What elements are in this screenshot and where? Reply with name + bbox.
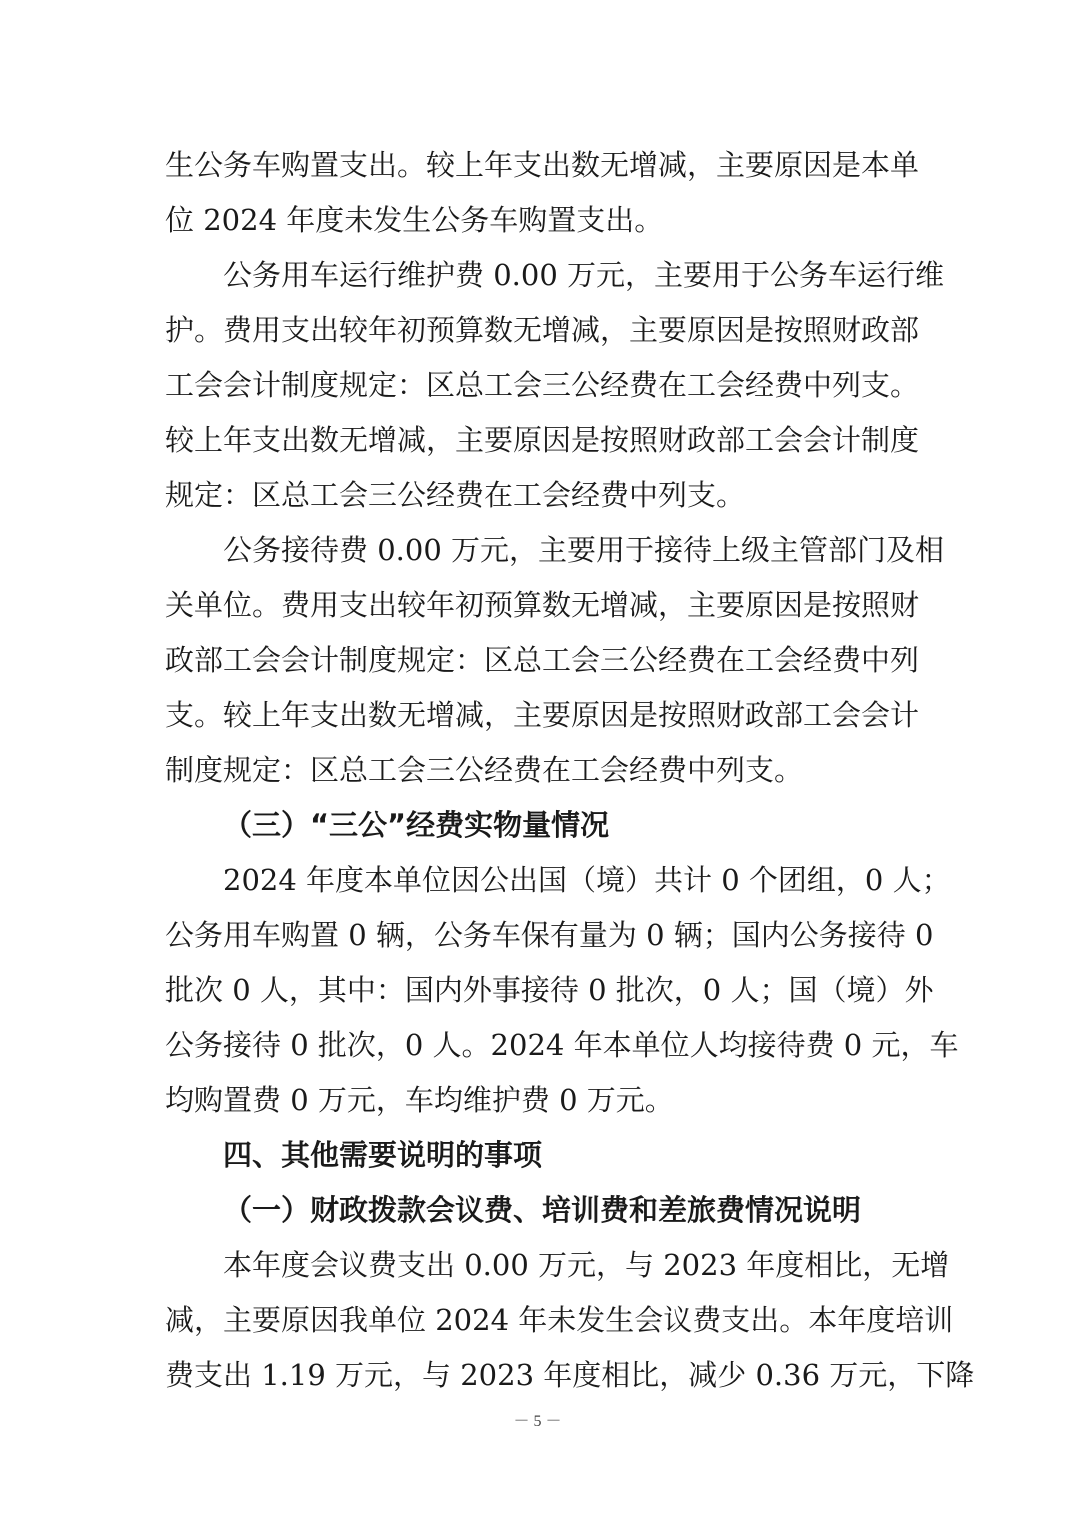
- paragraph-line: 位 2024 年度未发生公务车购置支出。: [165, 203, 664, 237]
- paragraph-line: 工会会计制度规定：区总工会三公经费在工会经费中列支。: [165, 368, 920, 402]
- paragraph-line: 减，主要原因我单位 2024 年未发生会议费支出。本年度培训: [165, 1303, 954, 1337]
- paragraph-line: 政部工会会计制度规定：区总工会三公经费在工会经费中列: [165, 643, 920, 677]
- paragraph-line: 公务用车购置 0 辆，公务车保有量为 0 辆；国内公务接待 0: [165, 918, 934, 952]
- paragraph-line: 均购置费 0 万元，车均维护费 0 万元。: [165, 1083, 674, 1117]
- paragraph-line: 关单位。费用支出较年初预算数无增减，主要原因是按照财: [165, 588, 920, 622]
- paragraph-line: 支。较上年支出数无增减，主要原因是按照财政部工会会计: [165, 698, 920, 732]
- paragraph-line: 较上年支出数无增减，主要原因是按照财政部工会会计制度: [165, 423, 920, 457]
- paragraph-line: 公务接待 0 批次，0 人。2024 年本单位人均接待费 0 元，车: [165, 1028, 959, 1062]
- page-number: － 5 －: [513, 1413, 562, 1430]
- paragraph-line: 生公务车购置支出。较上年支出数无增减，主要原因是本单: [165, 148, 920, 182]
- paragraph-line: 公务接待费 0.00 万元，主要用于接待上级主管部门及相: [223, 533, 945, 567]
- section-heading: （一）财政拨款会议费、培训费和差旅费情况说明: [223, 1193, 862, 1227]
- body-text: [165, 138, 975, 1403]
- paragraph-line: 规定：区总工会三公经费在工会经费中列支。: [165, 478, 746, 512]
- chapter-heading: 四、其他需要说明的事项: [223, 1138, 543, 1172]
- paragraph-line: 2024 年度本单位因公出国（境）共计 0 个团组，0 人；: [223, 863, 951, 897]
- paragraph-line: 费支出 1.19 万元，与 2023 年度相比，减少 0.36 万元，下降: [165, 1358, 975, 1392]
- paragraph-line: 公务用车运行维护费 0.00 万元，主要用于公务车运行维: [223, 258, 945, 292]
- paragraph-line: 制度规定：区总工会三公经费在工会经费中列支。: [165, 753, 804, 787]
- paragraph-line: 批次 0 人，其中：国内外事接待 0 批次，0 人；国（境）外: [165, 973, 934, 1007]
- paragraph-line: 本年度会议费支出 0.00 万元，与 2023 年度相比，无增: [223, 1248, 950, 1282]
- paragraph-line: 护。费用支出较年初预算数无增减，主要原因是按照财政部: [165, 313, 920, 347]
- section-heading: （三）“三公”经费实物量情况: [223, 808, 610, 842]
